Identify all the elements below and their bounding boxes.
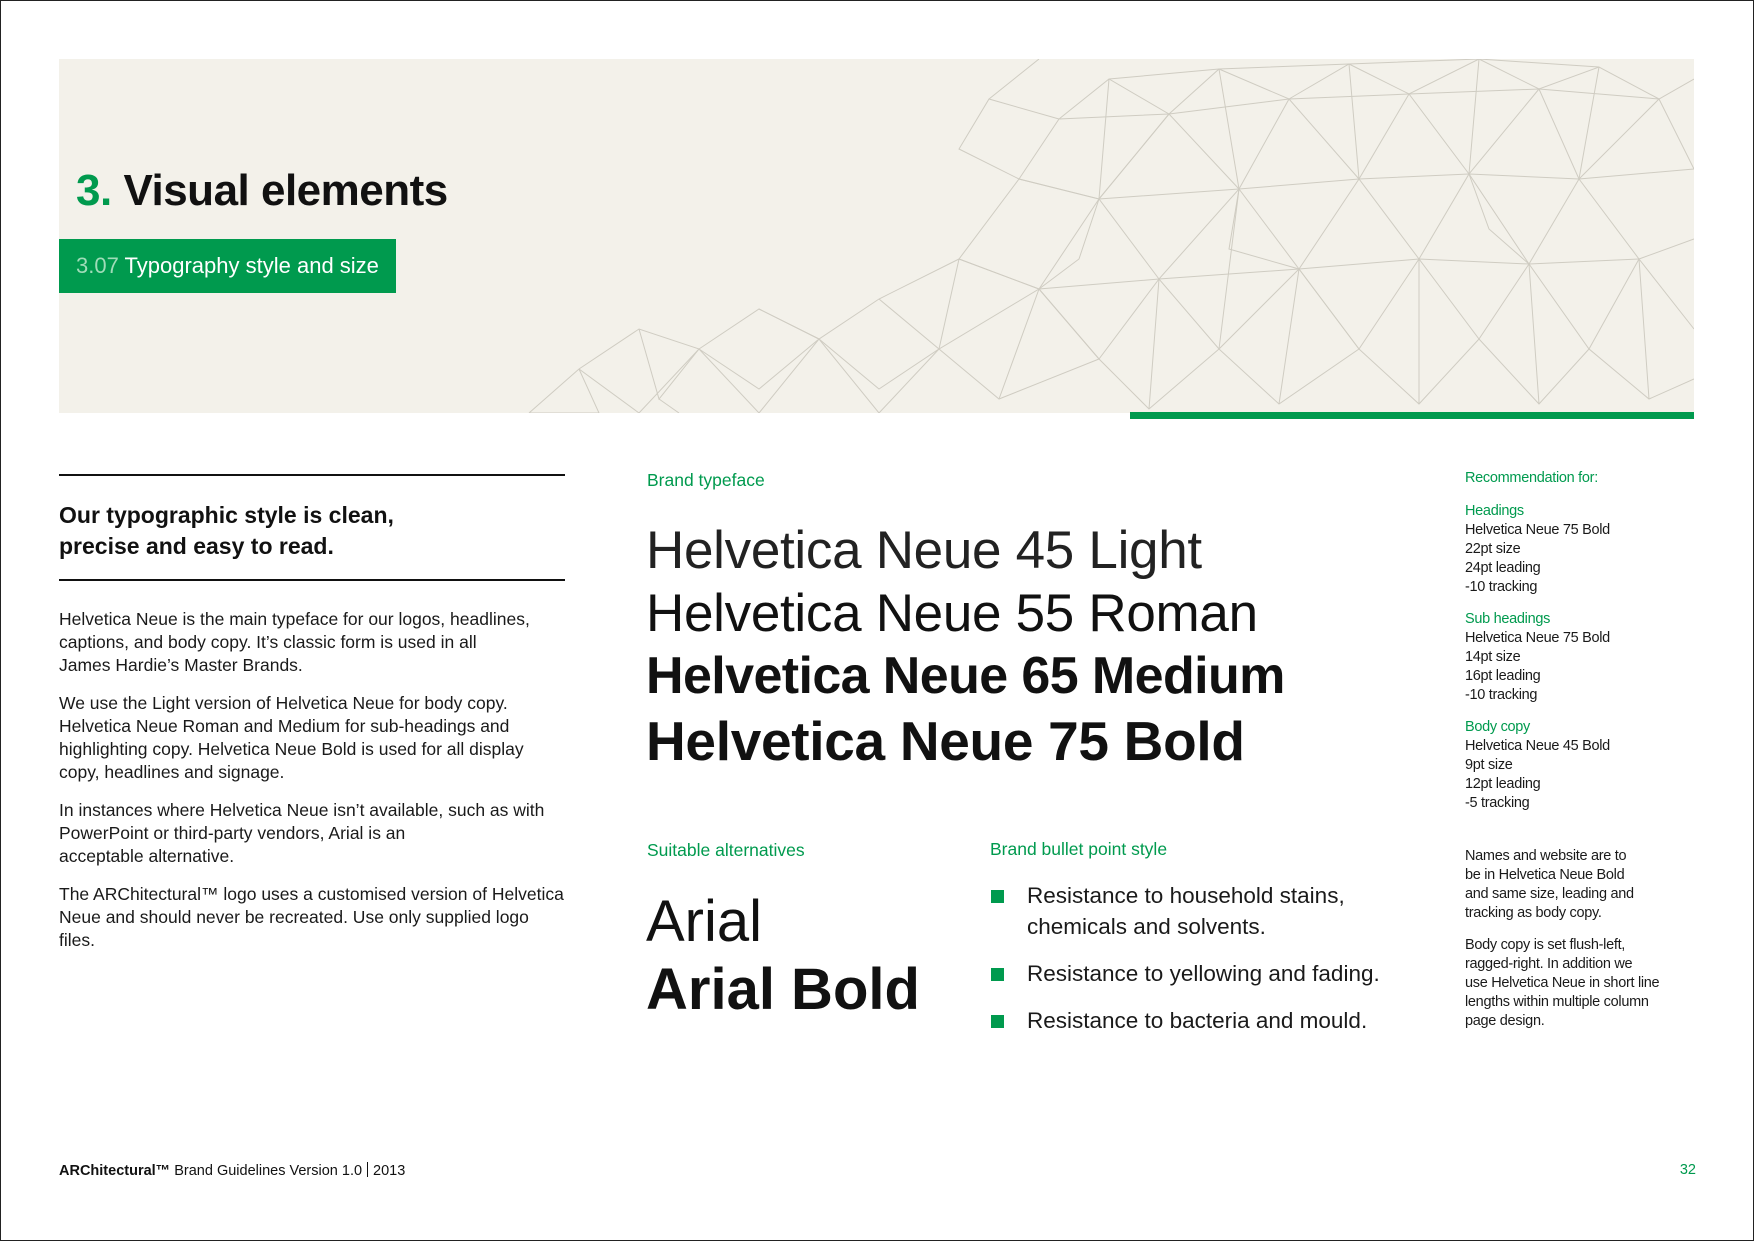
paragraph-line: captions, and body copy. It’s classic form is used in all: [59, 632, 477, 652]
paragraph-line: The ARChitectural™ logo uses a customised version of Helvetica: [59, 884, 564, 904]
intro-heading-line: precise and easy to read.: [59, 533, 334, 559]
typeface-sample-medium: Helvetica Neue 65 Medium: [646, 647, 1285, 705]
typeface-sample-light: Helvetica Neue 45 Light: [646, 521, 1202, 580]
group-line: 16pt leading: [1465, 668, 1541, 684]
paragraph-line: files.: [59, 930, 95, 950]
footer-brand: ARChitectural™: [59, 1163, 171, 1179]
paragraph-line: In instances where Helvetica Neue isn’t available, such as with: [59, 800, 545, 820]
group-line: 9pt size: [1465, 757, 1513, 773]
recommendation-group-headings: [1465, 502, 1705, 597]
bullet-line: Resistance to household stains,: [1027, 883, 1345, 908]
note-line: ragged-right. In addition we: [1465, 956, 1633, 972]
note-paragraph: [1465, 847, 1705, 923]
note-line: Body copy is set flush-left,: [1465, 937, 1626, 953]
polygon-pattern-graphic: [59, 59, 1694, 413]
recommendation-label: Recommendation for:: [1465, 470, 1598, 486]
group-line: 24pt leading: [1465, 560, 1541, 576]
paragraph-line: Helvetica Neue Roman and Medium for sub-headings and: [59, 716, 510, 736]
group-line: Helvetica Neue 75 Bold: [1465, 522, 1610, 538]
bullet-line: chemicals and solvents.: [1027, 914, 1266, 939]
paragraph: [59, 799, 579, 868]
intro-heading: [59, 500, 579, 562]
paragraph-line: Neue and should never be recreated. Use only supplied logo: [59, 907, 529, 927]
recommendation-column: [1465, 469, 1705, 826]
square-bullet-icon: [991, 1015, 1004, 1028]
paragraph: [59, 883, 579, 952]
paragraph-line: We use the Light version of Helvetica Neue for body copy.: [59, 693, 508, 713]
page-number: 32: [1679, 1162, 1696, 1178]
square-bullet-icon: [991, 968, 1004, 981]
paragraph: [59, 692, 579, 784]
list-item: [990, 880, 1420, 942]
note-line: use Helvetica Neue in short line: [1465, 975, 1660, 991]
section-title-text: Visual elements: [123, 166, 448, 215]
paragraph-line: Helvetica Neue is the main typeface for our logos, headlines,: [59, 609, 530, 629]
note-line: tracking as body copy.: [1465, 905, 1602, 921]
header-accent-line: [1130, 412, 1694, 419]
paragraph-line: highlighting copy. Helvetica Neue Bold is used for all display: [59, 739, 524, 759]
group-title: Body copy: [1465, 719, 1531, 735]
typeface-sample-roman: Helvetica Neue 55 Roman: [646, 584, 1258, 643]
brand-typeface-label: Brand typeface: [647, 470, 765, 490]
note-line: and same size, leading and: [1465, 886, 1634, 902]
square-bullet-icon: [991, 890, 1004, 903]
group-line: 22pt size: [1465, 541, 1521, 557]
section-title: [76, 166, 448, 216]
bullet-line: Resistance to yellowing and fading.: [1027, 961, 1380, 986]
group-line: -10 tracking: [1465, 579, 1538, 595]
bullet-list: [990, 880, 1420, 1052]
group-line: Helvetica Neue 75 Bold: [1465, 630, 1610, 646]
section-number: 3.: [76, 166, 112, 215]
bullet-line: Resistance to bacteria and mould.: [1027, 1008, 1368, 1033]
alternatives-label: Suitable alternatives: [647, 840, 805, 860]
paragraph-line: James Hardie’s Master Brands.: [59, 655, 303, 675]
group-line: 12pt leading: [1465, 776, 1541, 792]
footer-separator: [367, 1162, 368, 1177]
group-title: Sub headings: [1465, 611, 1551, 627]
recommendation-group-body-copy: [1465, 718, 1705, 813]
group-line: 14pt size: [1465, 649, 1521, 665]
subsection-title: Typography style and size: [124, 253, 379, 278]
paragraph: [59, 608, 579, 677]
group-title: Headings: [1465, 503, 1524, 519]
list-item: [990, 958, 1420, 989]
note-line: page design.: [1465, 1013, 1545, 1029]
intro-heading-line: Our typographic style is clean,: [59, 502, 394, 528]
typeface-sample-bold: Helvetica Neue 75 Bold: [646, 710, 1245, 772]
footer-doc-title: Brand Guidelines Version 1.0: [174, 1163, 363, 1179]
header-band: [59, 59, 1694, 413]
top-rule: [59, 474, 565, 476]
subsection-number: 3.07: [76, 253, 119, 278]
note-line: lengths within multiple column: [1465, 994, 1649, 1010]
note-line: Names and website are to: [1465, 848, 1627, 864]
bullet-style-label: Brand bullet point style: [990, 839, 1168, 859]
footer-left: [59, 1162, 405, 1179]
alt-sample-arial-bold: Arial Bold: [646, 957, 920, 1022]
footer-year: 2013: [373, 1163, 406, 1179]
list-item: [990, 1005, 1420, 1036]
bottom-rule: [59, 579, 565, 581]
paragraph-line: copy, headlines and signage.: [59, 762, 285, 782]
group-line: Helvetica Neue 45 Bold: [1465, 738, 1610, 754]
paragraph-line: PowerPoint or third-party vendors, Arial is an: [59, 823, 406, 843]
subsection-tab: [59, 239, 396, 293]
group-line: -5 tracking: [1465, 795, 1530, 811]
body-copy: [59, 608, 579, 967]
note-paragraph: [1465, 936, 1705, 1031]
group-line: -10 tracking: [1465, 687, 1538, 703]
recommendation-group-subheadings: [1465, 610, 1705, 705]
alt-sample-arial: Arial: [646, 889, 763, 954]
recommendation-notes: [1465, 847, 1705, 1044]
paragraph-line: acceptable alternative.: [59, 846, 235, 866]
recommendation-header: [1465, 469, 1705, 488]
note-line: be in Helvetica Neue Bold: [1465, 867, 1625, 883]
